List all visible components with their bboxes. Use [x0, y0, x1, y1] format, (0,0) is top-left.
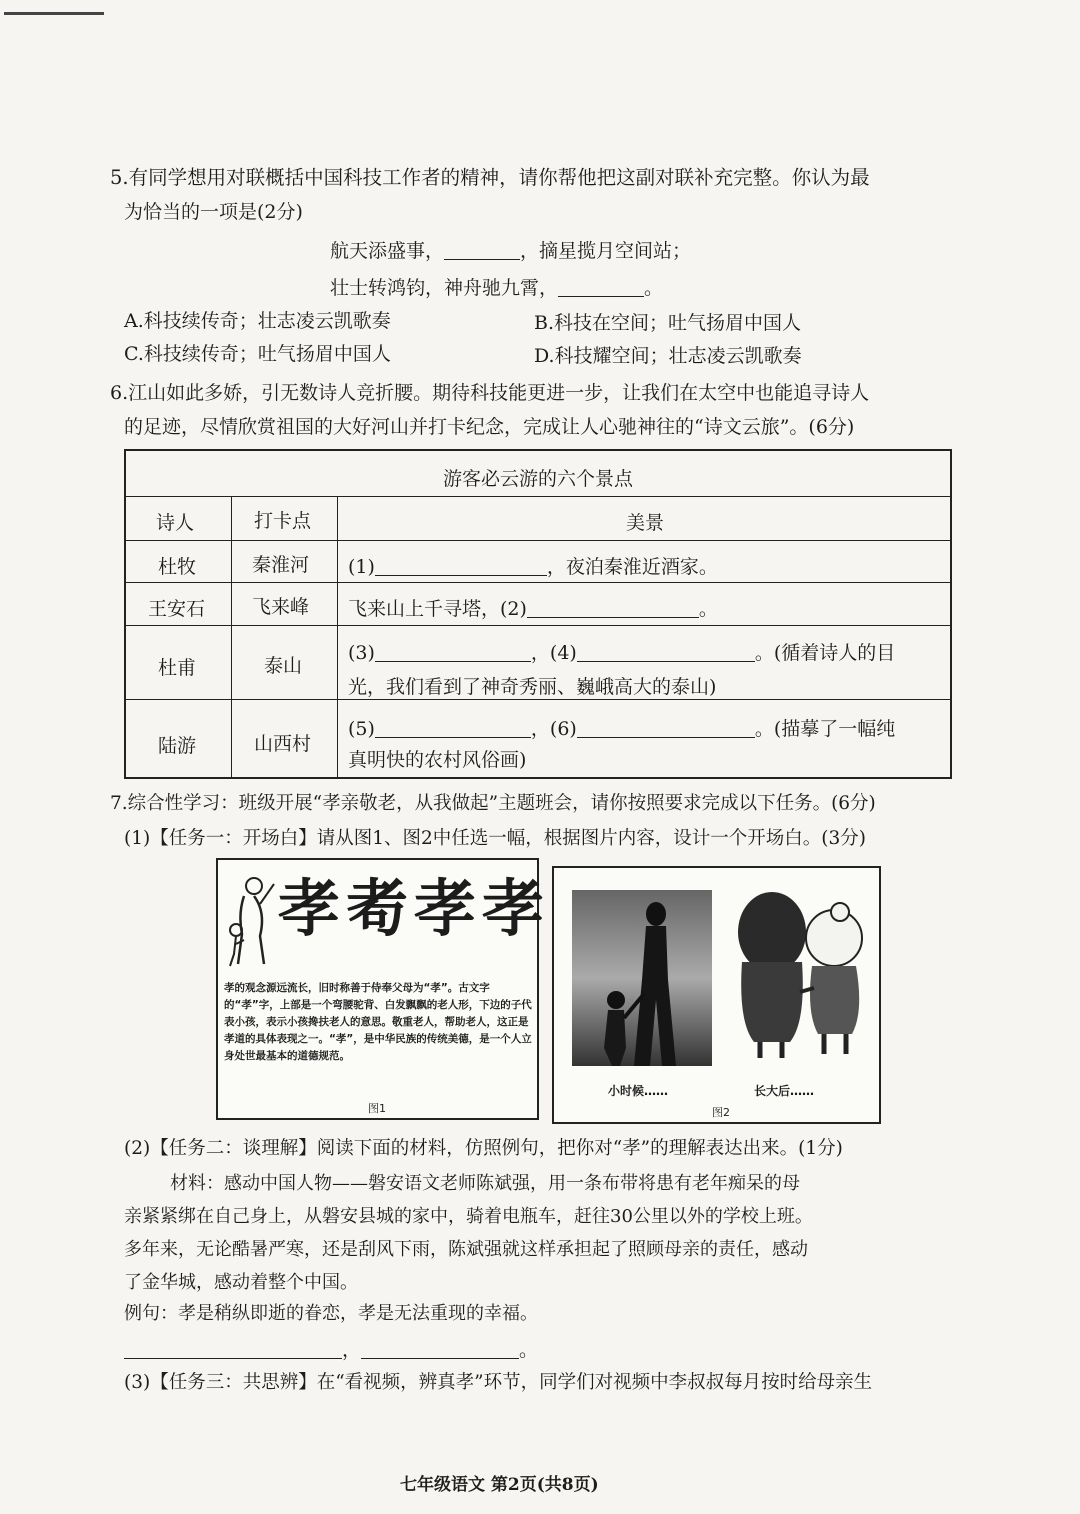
blank-3[interactable]	[375, 642, 531, 662]
row1-poet: 杜牧	[158, 556, 197, 578]
fig1-caption: 图1	[368, 1102, 386, 1115]
material-line4: 了金华城，感动着整个中国。	[124, 1272, 358, 1293]
row1-place: 秦淮河	[252, 554, 310, 576]
row2-place: 飞来峰	[252, 596, 310, 618]
xiao-characters	[278, 872, 545, 945]
q5-option-d: D.科技耀空间；壮志凌云凯歌奏	[534, 345, 802, 367]
couplet1-b: ，摘星揽月空间站；	[520, 240, 692, 262]
row3-scenery-line1: (3) ，(4) 。(循着诗人的目	[348, 642, 896, 664]
xiao-char-4: 孝	[482, 872, 545, 945]
q6-line2: 的足迹，尽情欣赏祖国的大好河山并打卡纪念，完成让人心驰神往的“诗文云旅”。(6分)	[124, 416, 855, 438]
row4-poet: 陆游	[158, 735, 197, 757]
header-scenery: 美景	[626, 512, 665, 534]
fig2-caption: 图2	[712, 1106, 730, 1119]
couplet-line2	[330, 277, 663, 298]
example-sentence: 例句：孝是稍纵即逝的眷恋，孝是无法重现的幸福。	[124, 1303, 538, 1324]
q5-option-c: C.科技续传奇；吐气扬眉中国人	[124, 343, 391, 365]
row4-scenery-line2: 真明快的农村风俗画)	[348, 749, 527, 771]
xiao-char-1: 孝	[278, 872, 341, 945]
answer-blank-2[interactable]	[361, 1339, 519, 1359]
row4-scenery-line1: (5) ，(6) 。(描摹了一幅纯	[348, 718, 896, 740]
row3-poet: 杜甫	[158, 657, 197, 679]
answer-blank-1[interactable]	[124, 1339, 342, 1359]
childhood-photo	[572, 890, 712, 1066]
figure-1	[216, 858, 545, 1120]
blank-1[interactable]	[375, 556, 547, 576]
couplet2-a: 壮士转鸿钧，神舟驰九霄，	[330, 277, 559, 299]
material-line2: 亲紧紧绑在自己身上，从磐安县城的家中，骑着电瓶车，赶往30公里以外的学校上班。	[124, 1206, 813, 1227]
elder-child-illustration	[224, 874, 278, 970]
scan-mark	[4, 12, 104, 15]
figure-2	[552, 866, 881, 1124]
fig2-label-left: 小时候……	[608, 1084, 669, 1098]
fig2-label-right: 长大后……	[754, 1084, 815, 1098]
page-footer: 七年级语文 第2页(共8页)	[400, 1475, 599, 1495]
couplet2-b: 。	[644, 277, 664, 299]
q7-task3: (3)【任务三：共思辨】在“看视频，辨真孝”环节，同学们对视频中李叔叔每月按时给母亲生	[124, 1372, 873, 1393]
header-place: 打卡点	[254, 510, 312, 532]
row2-scenery: 飞来山上千寻塔，(2) 。	[348, 598, 718, 620]
row3-scenery-line2: 光，我们看到了神奇秀丽、巍峨高大的泰山)	[348, 676, 717, 698]
row2-poet: 王安石	[148, 598, 206, 620]
blank-4[interactable]	[577, 642, 755, 662]
q7-task2: (2)【任务二：谈理解】阅读下面的材料，仿照例句，把你对“孝”的理解表达出来。(1分)	[124, 1138, 843, 1159]
blank-6[interactable]	[577, 718, 755, 738]
q5-option-a: A.科技续传奇；壮志凌云凯歌奏	[124, 310, 391, 332]
blank-2[interactable]	[527, 598, 699, 618]
row4-place: 山西村	[254, 733, 312, 755]
couplet1-blank[interactable]	[444, 240, 520, 260]
header-poet: 诗人	[156, 512, 195, 534]
material-line3: 多年来，无论酷暑严寒，还是刮风下雨，陈斌强就这样承担起了照顾母亲的责任，感动	[124, 1239, 808, 1260]
scenic-table	[124, 449, 952, 779]
xiao-char-2: 耇	[346, 872, 409, 945]
couplet1-a: 航天添盛事，	[330, 240, 445, 262]
row3-place: 泰山	[264, 655, 303, 677]
blank-5[interactable]	[375, 718, 531, 738]
q7-line1: 7.综合性学习：班级开展“孝亲敬老，从我做起”主题班会，请你按照要求完成以下任务。(6分)	[110, 793, 876, 814]
answer-line: ， 。	[124, 1339, 538, 1360]
grown-up-drawing	[724, 882, 874, 1062]
q7-task1: (1)【任务一：开场白】请从图1、图2中任选一幅，根据图片内容，设计一个开场白。(3分)	[124, 828, 866, 849]
fig1-description: 孝的观念源远流长，旧时称善于侍奉父母为“孝”。古文字的“孝”字，上部是一个弯腰驼背、白发飘飘的老人形，下边的子代表小孩，表示小孩搀扶老人的意思。敬重老人，帮助老人，这正是孝道的具体表现之一。“孝”，是中华民族的传统美德，是一个人立身处世最基本的道德规范。	[224, 982, 532, 1062]
q5-line2: 为恰当的一项是(2分)	[124, 201, 303, 223]
q5-option-b: B.科技在空间；吐气扬眉中国人	[534, 312, 802, 334]
q6-line1: 6.江山如此多娇，引无数诗人竞折腰。期待科技能更进一步，让我们在太空中也能追寻诗人	[110, 382, 870, 404]
xiao-char-3: 孝	[414, 872, 477, 945]
q5-line1: 5.有同学想用对联概括中国科技工作者的精神，请你帮他把这副对联补充完整。你认为最	[110, 166, 870, 189]
material-line1: 材料：感动中国人物——磐安语文老师陈斌强，用一条布带将患有老年痴呆的母	[170, 1173, 800, 1194]
couplet-line1	[330, 240, 691, 261]
couplet2-blank[interactable]	[558, 277, 644, 297]
row1-scenery: (1) ，夜泊秦淮近酒家。	[348, 556, 718, 578]
table-title: 游客必云游的六个景点	[442, 468, 633, 490]
